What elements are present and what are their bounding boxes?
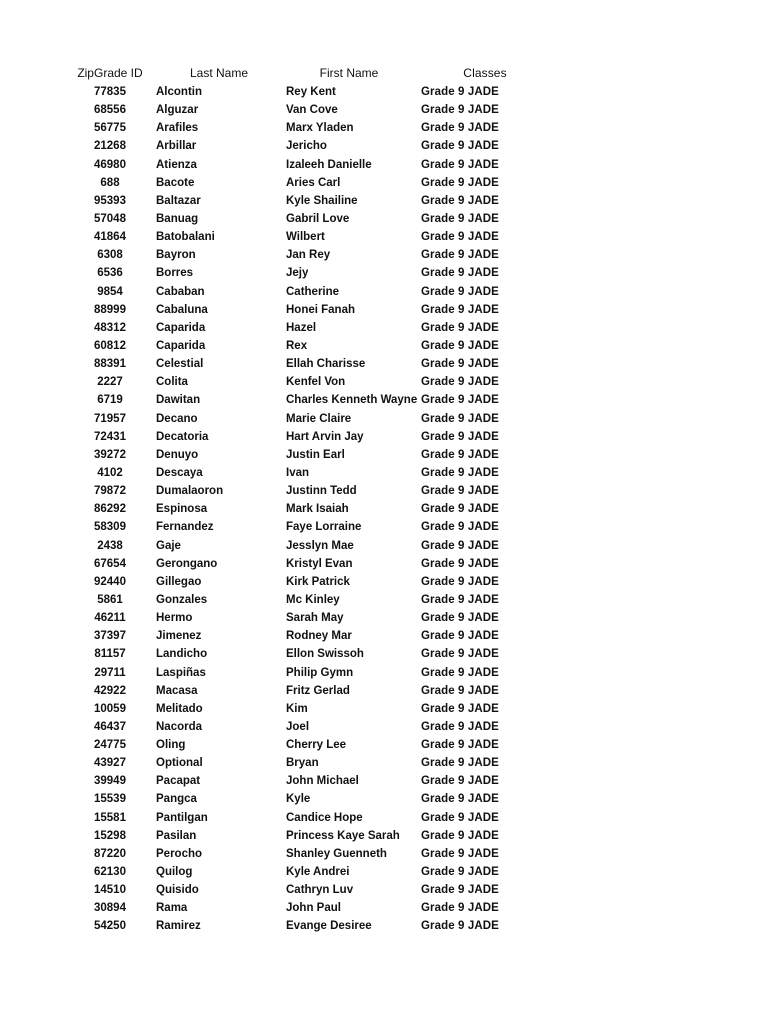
class-cell: Grade 9 JADE xyxy=(421,321,499,334)
class-cell: Grade 9 JADE xyxy=(421,811,499,824)
first-name-cell: Izaleeh Danielle xyxy=(286,158,372,171)
first-name-cell: Kyle Andrei xyxy=(286,866,350,879)
first-name-cell: Mc Kinley xyxy=(286,593,340,606)
table-row xyxy=(70,899,520,917)
table-row xyxy=(70,845,520,863)
table-row xyxy=(70,301,520,319)
table-row xyxy=(70,537,520,555)
table-row xyxy=(70,917,520,935)
header-last-name: Last Name xyxy=(189,66,249,80)
last-name-cell: Dumalaoron xyxy=(156,485,224,498)
class-cell: Grade 9 JADE xyxy=(421,448,499,461)
table-row xyxy=(70,700,520,718)
class-cell: Grade 9 JADE xyxy=(421,358,499,371)
first-name-cell: Kenfel Von xyxy=(286,376,346,389)
last-name-cell: Pasilan xyxy=(156,829,197,842)
first-name-cell: Joel xyxy=(286,720,310,733)
class-cell: Grade 9 JADE xyxy=(421,575,499,588)
zipgrade-id-cell: 56775 xyxy=(94,122,126,135)
header-zipgrade-id: ZipGrade ID xyxy=(77,66,143,80)
first-name-cell: Ivan xyxy=(286,466,310,479)
table-row xyxy=(70,283,520,301)
first-name-cell: Kristyl Evan xyxy=(286,557,353,570)
table-row xyxy=(70,718,520,736)
zipgrade-id-cell: 6308 xyxy=(97,249,123,262)
class-cell: Grade 9 JADE xyxy=(421,412,499,425)
table-row xyxy=(70,264,520,282)
last-name-cell: Gaje xyxy=(156,539,181,552)
zipgrade-id-cell: 62130 xyxy=(94,866,126,879)
zipgrade-id-cell: 54250 xyxy=(94,920,126,933)
last-name-cell: Arbillar xyxy=(156,140,197,153)
last-name-cell: Batobalani xyxy=(156,231,215,244)
first-name-cell: Rodney Mar xyxy=(286,630,352,643)
last-name-cell: Laspiñas xyxy=(156,666,206,679)
last-name-cell: Cabaluna xyxy=(156,303,208,316)
zipgrade-id-cell: 30894 xyxy=(94,902,126,915)
last-name-cell: Decano xyxy=(156,412,198,425)
table-row xyxy=(70,863,520,881)
table-row xyxy=(70,573,520,591)
class-cell: Grade 9 JADE xyxy=(421,267,499,280)
class-cell: Grade 9 JADE xyxy=(421,684,499,697)
roster-rows xyxy=(70,83,520,936)
first-name-cell: Philip Gymn xyxy=(286,666,354,679)
zipgrade-id-cell: 15581 xyxy=(94,811,126,824)
table-row xyxy=(70,83,520,101)
last-name-cell: Colita xyxy=(156,376,188,389)
zipgrade-id-cell: 60812 xyxy=(94,339,126,352)
last-name-cell: Caparida xyxy=(156,321,206,334)
zipgrade-id-cell: 88391 xyxy=(94,358,126,371)
table-row xyxy=(70,355,520,373)
class-cell: Grade 9 JADE xyxy=(421,593,499,606)
last-name-cell: Caparida xyxy=(156,339,206,352)
last-name-cell: Atienza xyxy=(156,158,197,171)
zipgrade-id-cell: 68556 xyxy=(94,104,126,117)
table-row xyxy=(70,174,520,192)
table-row xyxy=(70,119,520,137)
class-cell: Grade 9 JADE xyxy=(421,285,499,298)
class-cell: Grade 9 JADE xyxy=(421,194,499,207)
header-classes: Classes xyxy=(463,66,507,80)
table-row xyxy=(70,137,520,155)
zipgrade-id-cell: 14510 xyxy=(94,884,126,897)
zipgrade-id-cell: 10059 xyxy=(94,702,126,715)
table-row xyxy=(70,246,520,264)
first-name-cell: Jan Rey xyxy=(286,249,331,262)
last-name-cell: Hermo xyxy=(156,612,193,625)
zipgrade-id-cell: 87220 xyxy=(94,847,126,860)
zipgrade-id-cell: 81157 xyxy=(94,648,126,661)
last-name-cell: Gonzales xyxy=(156,593,208,606)
table-row xyxy=(70,464,520,482)
class-cell: Grade 9 JADE xyxy=(421,176,499,189)
last-name-cell: Melitado xyxy=(156,702,203,715)
table-row xyxy=(70,518,520,536)
zipgrade-id-cell: 15539 xyxy=(94,793,126,806)
zipgrade-id-cell: 688 xyxy=(100,176,120,189)
last-name-cell: Rama xyxy=(156,902,188,915)
first-name-cell: Marx Yladen xyxy=(286,122,354,135)
last-name-cell: Fernandez xyxy=(156,521,214,534)
class-cell: Grade 9 JADE xyxy=(421,376,499,389)
zipgrade-id-cell: 2227 xyxy=(97,376,123,389)
table-row xyxy=(70,156,520,174)
class-cell: Grade 9 JADE xyxy=(421,720,499,733)
last-name-cell: Pangca xyxy=(156,793,197,806)
first-name-cell: Jericho xyxy=(286,140,327,153)
class-cell: Grade 9 JADE xyxy=(421,702,499,715)
last-name-cell: Pantilgan xyxy=(156,811,208,824)
first-name-cell: Kirk Patrick xyxy=(286,575,350,588)
last-name-cell: Descaya xyxy=(156,466,203,479)
zipgrade-id-cell: 46437 xyxy=(94,720,126,733)
class-cell: Grade 9 JADE xyxy=(421,557,499,570)
last-name-cell: Gerongano xyxy=(156,557,218,570)
class-cell: Grade 9 JADE xyxy=(421,521,499,534)
zipgrade-id-cell: 48312 xyxy=(94,321,126,334)
last-name-cell: Quisido xyxy=(156,884,199,897)
last-name-cell: Quilog xyxy=(156,866,193,879)
class-cell: Grade 9 JADE xyxy=(421,303,499,316)
last-name-cell: Decatoria xyxy=(156,430,209,443)
zipgrade-id-cell: 21268 xyxy=(94,140,126,153)
class-cell: Grade 9 JADE xyxy=(421,648,499,661)
table-row xyxy=(70,391,520,409)
zipgrade-id-cell: 46980 xyxy=(94,158,126,171)
last-name-cell: Pacapat xyxy=(156,775,201,788)
table-row xyxy=(70,337,520,355)
first-name-cell: Cherry Lee xyxy=(286,739,347,752)
first-name-cell: John Michael xyxy=(286,775,359,788)
class-cell: Grade 9 JADE xyxy=(421,847,499,860)
zipgrade-id-cell: 92440 xyxy=(94,575,126,588)
first-name-cell: Shanley Guenneth xyxy=(286,847,387,860)
zipgrade-id-cell: 9854 xyxy=(97,285,123,298)
header-row xyxy=(70,64,520,83)
class-cell: Grade 9 JADE xyxy=(421,104,499,117)
zipgrade-id-cell: 46211 xyxy=(94,612,126,625)
zipgrade-id-cell: 88999 xyxy=(94,303,126,316)
class-cell: Grade 9 JADE xyxy=(421,503,499,516)
class-cell: Grade 9 JADE xyxy=(421,485,499,498)
zipgrade-id-cell: 41864 xyxy=(94,231,126,244)
last-name-cell: Espinosa xyxy=(156,503,208,516)
first-name-cell: Justinn Tedd xyxy=(286,485,357,498)
first-name-cell: Rex xyxy=(286,339,308,352)
class-cell: Grade 9 JADE xyxy=(421,394,499,407)
table-row xyxy=(70,609,520,627)
first-name-cell: Princess Kaye Sarah xyxy=(286,829,400,842)
last-name-cell: Ramirez xyxy=(156,920,201,933)
first-name-cell: Rey Kent xyxy=(286,86,336,98)
zipgrade-id-cell: 72431 xyxy=(94,430,126,443)
table-row xyxy=(70,500,520,518)
table-row xyxy=(70,645,520,663)
last-name-cell: Dawitan xyxy=(156,394,201,407)
zipgrade-id-cell: 42922 xyxy=(94,684,126,697)
class-cell: Grade 9 JADE xyxy=(421,158,499,171)
last-name-cell: Nacorda xyxy=(156,720,203,733)
table-row xyxy=(70,410,520,428)
zipgrade-id-cell: 58309 xyxy=(94,521,126,534)
first-name-cell: Aries Carl xyxy=(286,176,341,189)
zipgrade-id-cell: 2438 xyxy=(97,539,123,552)
table-row xyxy=(70,736,520,754)
table-row xyxy=(70,482,520,500)
first-name-cell: Ellon Swissoh xyxy=(286,648,364,661)
first-name-cell: Fritz Gerlad xyxy=(286,684,350,697)
first-name-cell: Sarah May xyxy=(286,612,344,625)
first-name-cell: Honei Fanah xyxy=(286,303,356,316)
first-name-cell: Mark Isaiah xyxy=(286,503,349,516)
zipgrade-id-cell: 6536 xyxy=(97,267,123,280)
zipgrade-id-cell: 77835 xyxy=(94,86,126,98)
class-cell: Grade 9 JADE xyxy=(421,339,499,352)
first-name-cell: Kyle xyxy=(286,793,311,806)
table-row xyxy=(70,446,520,464)
zipgrade-id-cell: 57048 xyxy=(94,212,126,225)
first-name-cell: Kyle Shailine xyxy=(286,194,358,207)
table-row xyxy=(70,210,520,228)
last-name-cell: Cababan xyxy=(156,285,205,298)
last-name-cell: Bacote xyxy=(156,176,195,189)
table-row xyxy=(70,790,520,808)
class-cell: Grade 9 JADE xyxy=(421,866,499,879)
last-name-cell: Bayron xyxy=(156,249,196,262)
first-name-cell: Justin Earl xyxy=(286,448,345,461)
table-row xyxy=(70,827,520,845)
first-name-cell: Cathryn Luv xyxy=(286,884,354,897)
table-row xyxy=(70,627,520,645)
first-name-cell: Van Cove xyxy=(286,104,338,117)
last-name-cell: Macasa xyxy=(156,684,198,697)
last-name-cell: Banuag xyxy=(156,212,199,225)
class-cell: Grade 9 JADE xyxy=(421,430,499,443)
class-cell: Grade 9 JADE xyxy=(421,140,499,153)
header-first-name: First Name xyxy=(319,66,379,80)
class-cell: Grade 9 JADE xyxy=(421,466,499,479)
table-row xyxy=(70,881,520,899)
first-name-cell: Faye Lorraine xyxy=(286,521,362,534)
last-name-cell: Jimenez xyxy=(156,630,202,643)
last-name-cell: Alguzar xyxy=(156,104,199,117)
zipgrade-id-cell: 79872 xyxy=(94,485,126,498)
first-name-cell: Jejy xyxy=(286,267,309,280)
first-name-cell: Charles Kenneth Wayne xyxy=(286,394,418,407)
table-row xyxy=(70,373,520,391)
first-name-cell: Hart Arvin Jay xyxy=(286,430,364,443)
roster-sheet xyxy=(70,64,520,936)
first-name-cell: Ellah Charisse xyxy=(286,358,366,371)
last-name-cell: Oling xyxy=(156,739,186,752)
last-name-cell: Celestial xyxy=(156,358,204,371)
last-name-cell: Alcontin xyxy=(156,86,202,98)
last-name-cell: Arafiles xyxy=(156,122,199,135)
zipgrade-id-cell: 6719 xyxy=(97,394,123,407)
last-name-cell: Denuyo xyxy=(156,448,199,461)
class-cell: Grade 9 JADE xyxy=(421,122,499,135)
first-name-cell: Catherine xyxy=(286,285,340,298)
zipgrade-id-cell: 37397 xyxy=(94,630,126,643)
zipgrade-id-cell: 15298 xyxy=(94,829,126,842)
table-row xyxy=(70,555,520,573)
zipgrade-id-cell: 71957 xyxy=(94,412,126,425)
zipgrade-id-cell: 39949 xyxy=(94,775,126,788)
class-cell: Grade 9 JADE xyxy=(421,249,499,262)
class-cell: Grade 9 JADE xyxy=(421,920,499,933)
last-name-cell: Perocho xyxy=(156,847,203,860)
zipgrade-id-cell: 5861 xyxy=(97,593,123,606)
zipgrade-id-cell: 4102 xyxy=(97,466,123,479)
first-name-cell: Hazel xyxy=(286,321,317,334)
table-row xyxy=(70,809,520,827)
first-name-cell: John Paul xyxy=(286,902,341,915)
table-row xyxy=(70,228,520,246)
class-cell: Grade 9 JADE xyxy=(421,231,499,244)
class-cell: Grade 9 JADE xyxy=(421,793,499,806)
first-name-cell: Marie Claire xyxy=(286,412,352,425)
zipgrade-id-cell: 29711 xyxy=(94,666,126,679)
last-name-cell: Baltazar xyxy=(156,194,201,207)
last-name-cell: Gillegao xyxy=(156,575,202,588)
first-name-cell: Jesslyn Mae xyxy=(286,539,354,552)
last-name-cell: Borres xyxy=(156,267,194,280)
class-cell: Grade 9 JADE xyxy=(421,884,499,897)
table-row xyxy=(70,192,520,210)
first-name-cell: Candice Hope xyxy=(286,811,363,824)
zipgrade-id-cell: 39272 xyxy=(94,448,126,461)
class-cell: Grade 9 JADE xyxy=(421,666,499,679)
table-row xyxy=(70,682,520,700)
class-cell: Grade 9 JADE xyxy=(421,829,499,842)
class-cell: Grade 9 JADE xyxy=(421,757,499,770)
table-row xyxy=(70,101,520,119)
class-cell: Grade 9 JADE xyxy=(421,212,499,225)
table-row xyxy=(70,428,520,446)
class-cell: Grade 9 JADE xyxy=(421,902,499,915)
class-cell: Grade 9 JADE xyxy=(421,775,499,788)
last-name-cell: Optional xyxy=(156,757,203,770)
table-row xyxy=(70,591,520,609)
class-cell: Grade 9 JADE xyxy=(421,539,499,552)
first-name-cell: Wilbert xyxy=(286,231,325,244)
first-name-cell: Gabril Love xyxy=(286,212,350,225)
zipgrade-id-cell: 43927 xyxy=(94,757,126,770)
class-cell: Grade 9 JADE xyxy=(421,739,499,752)
class-cell: Grade 9 JADE xyxy=(421,630,499,643)
first-name-cell: Kim xyxy=(286,702,308,715)
table-row xyxy=(70,664,520,682)
zipgrade-id-cell: 86292 xyxy=(94,503,126,516)
first-name-cell: Bryan xyxy=(286,757,319,770)
table-row xyxy=(70,772,520,790)
zipgrade-id-cell: 24775 xyxy=(94,739,126,752)
table-row xyxy=(70,319,520,337)
class-cell: Grade 9 JADE xyxy=(421,86,499,98)
zipgrade-id-cell: 95393 xyxy=(94,194,126,207)
first-name-cell: Evange Desiree xyxy=(286,920,372,933)
table-row xyxy=(70,754,520,772)
zipgrade-id-cell: 67654 xyxy=(94,557,126,570)
last-name-cell: Landicho xyxy=(156,648,208,661)
class-cell: Grade 9 JADE xyxy=(421,612,499,625)
